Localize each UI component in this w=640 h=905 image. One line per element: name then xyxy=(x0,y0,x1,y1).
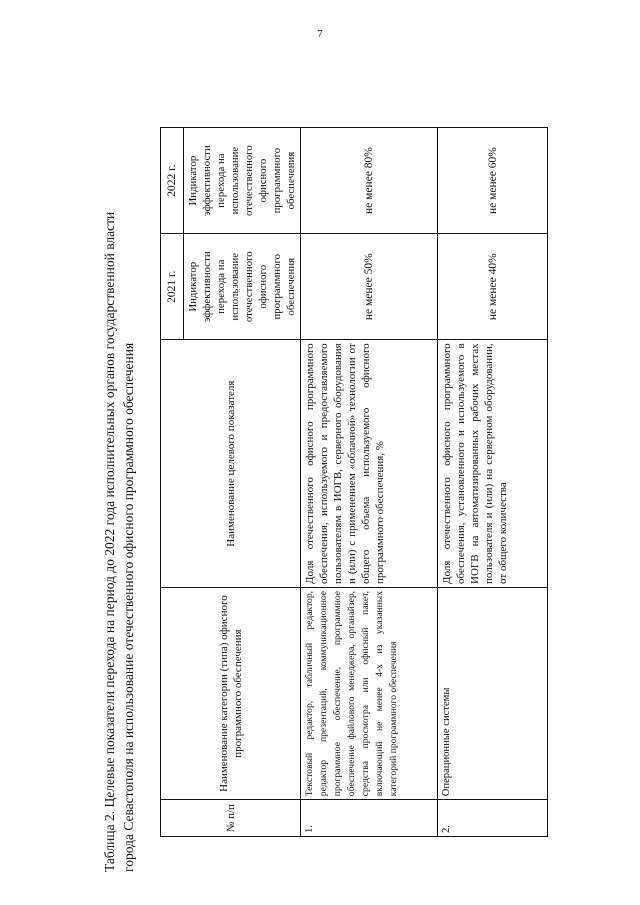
row-indicator: Доля отечественного офисного программного обеспечения, установленного и используемого в ИОГВ на автоматизированных рабочих местах пользователя и (или) на серверном оборудовании, от общего количества xyxy=(438,340,548,588)
header-num: № п/п xyxy=(161,800,301,837)
row-num: 1. xyxy=(301,800,438,837)
row-num: 2. xyxy=(438,800,548,837)
table-header-row xyxy=(161,128,184,837)
header-indicator: Наименование целевого показателя xyxy=(161,340,301,588)
page-number: 7 xyxy=(317,28,323,40)
header-sub-2022: Индикатор эффективности перехода на использование отечественного офисного программного обеспечения xyxy=(184,128,301,234)
row-value-2021: не менее 40% xyxy=(438,234,548,340)
table-caption xyxy=(100,127,160,872)
caption-line-2: города Севастополя на использование отечественного офисного программного обеспечения xyxy=(121,342,136,872)
row-value-2021: не менее 50% xyxy=(301,234,438,340)
caption-line-1: Таблица 2. Целевые показатели перехода на период до 2022 года исполнительных органов государственной власти xyxy=(102,211,117,872)
header-year-2021: 2021 г. xyxy=(161,234,184,340)
header-sub-2021: Индикатор эффективности перехода на использование отечественного офисного программного обеспечения xyxy=(184,234,301,340)
row-value-2022: не менее 60% xyxy=(438,128,548,234)
header-year-2022: 2022 г. xyxy=(161,128,184,234)
rotated-content xyxy=(100,127,615,872)
target-indicators-table xyxy=(160,127,548,837)
row-value-2022: не менее 80% xyxy=(301,128,438,234)
table-row xyxy=(438,128,548,837)
table-row xyxy=(301,128,438,837)
row-category: Текстовый редактор, табличный редактор, редактор презентаций, коммуникационное программное обеспечение, программное обеспечение файлового менеджера, органайзер, средства просмотра или офисный пакет, включающий не менее 4-х из указанных категорий программного обеспечения xyxy=(301,587,438,799)
header-category: Наименование категории (типа) офисного программного обеспечения xyxy=(161,587,301,799)
row-category: Операционные системы xyxy=(438,587,548,799)
row-indicator: Доля отечественного офисного программного обеспечения, используемого и предоставляемого пользователям в ИОГВ, серверного оборудования и (или) с применением «облачной» технологии от общего объема используемого офисного программного обеспечения, % xyxy=(301,340,438,588)
